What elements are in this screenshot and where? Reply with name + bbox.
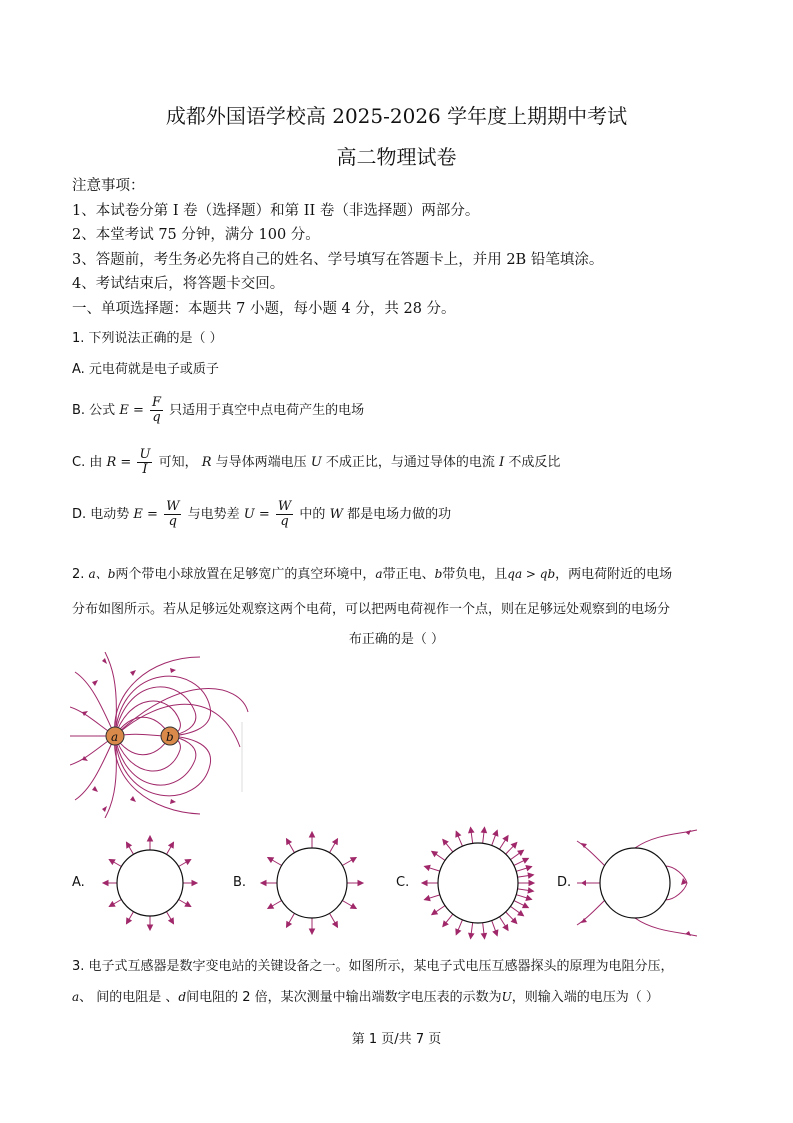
field-arrow xyxy=(310,929,315,934)
q1-d-fraction xyxy=(164,500,181,529)
field-arrow xyxy=(493,830,498,836)
q1-c-text: 可知， xyxy=(158,455,198,470)
field-arrow xyxy=(523,903,529,907)
q2-field-figure xyxy=(70,652,250,818)
q3-text: 间电阻的 2 倍，某次测量中输出端数字电压表的示数为 xyxy=(186,990,502,1005)
q1-option-c: C. 由 R = $\frac{U}{I}$ 可知， R 与导体两端电压 U 不成正比，与通过导体的电流 I 不成反比 xyxy=(72,447,561,477)
field-arrow xyxy=(456,929,461,935)
q2-option-b-label: B. xyxy=(233,875,247,890)
q3-line2 xyxy=(72,986,659,1005)
q2-ab: a、b xyxy=(88,567,116,581)
q1-c-num: U xyxy=(139,447,151,462)
q2-a: a xyxy=(375,567,383,581)
q2-text: ，两电荷附近的电场 xyxy=(555,567,673,582)
field-arrow xyxy=(481,827,486,832)
q1-option-a: A. 元电荷就是电子或质子 xyxy=(72,362,219,377)
field-arrow xyxy=(109,860,115,865)
field-arrow xyxy=(148,836,153,841)
field-arrow xyxy=(310,832,315,837)
field-arrow xyxy=(103,881,108,886)
q1-c-r: R xyxy=(201,455,212,470)
q3-d: d xyxy=(178,990,187,1004)
q1-d-text: 与电势差 xyxy=(187,507,240,522)
field-arrow xyxy=(481,933,486,938)
note-item: 2、本堂考试 75 分钟，满分 100 分。 xyxy=(72,227,320,243)
q2-text: 带负电，且 xyxy=(442,567,508,582)
field-arrow xyxy=(351,858,357,863)
q2-line2: 分布如图所示。若从足够远处观察这两个电荷，可以把两电荷视作一个点，则在足够远处观察到的电场分 xyxy=(72,602,671,617)
q3-u: U xyxy=(501,990,512,1004)
field-arrow xyxy=(529,881,534,886)
field-arrow xyxy=(432,910,438,915)
q3-text: 、 间的电阻是 、 xyxy=(79,990,179,1005)
q1-c-i: I xyxy=(499,455,505,470)
q1-c-text: 与导体两端电压 xyxy=(215,455,307,470)
q2-option-a-label: A. xyxy=(72,875,85,890)
field-arrow xyxy=(518,850,524,855)
q1-b-fraction xyxy=(150,396,163,425)
q1-c-var: R xyxy=(106,455,117,470)
q1-stem: 1. 下列说法正确的是（ ） xyxy=(72,331,223,346)
page-footer: 第 1 页/共 7 页 xyxy=(351,1032,442,1047)
field-arrow xyxy=(358,881,363,886)
field-lines xyxy=(70,652,248,818)
field-arrow xyxy=(518,911,524,916)
field-arrow xyxy=(432,851,438,856)
q3-text: ，则输入端的电压为（ ） xyxy=(511,990,659,1005)
field-arrow xyxy=(526,866,532,871)
field-arrow xyxy=(148,925,153,930)
field-arrow xyxy=(268,858,274,863)
exam-title: 成都外国语学校高 2025-2026 学年度上期期中考试 xyxy=(165,104,628,128)
q1-option-d: D. 电动势 E = $\frac{W}{q}$ 与电势差 U = $\frac{W}{q}$ 中的 W 都是电场力做的功 xyxy=(72,499,452,529)
charge-b-label: b xyxy=(166,730,174,744)
field-arrow xyxy=(169,918,174,924)
q1-d-num: W xyxy=(277,499,292,514)
q2-option-b-diagram xyxy=(252,826,372,940)
field-arrow xyxy=(192,881,197,886)
q1-b-suffix: 只适用于真空中点电荷产生的电场 xyxy=(169,403,365,418)
q1-d-var: E xyxy=(133,507,143,522)
field-arrow xyxy=(127,842,132,848)
q1-c-text: 不成反比 xyxy=(508,455,561,470)
field-arrow xyxy=(503,925,508,931)
note-item: 1、本试卷分第 I 卷（选择题）和第 II 卷（非选择题）两部分。 xyxy=(72,203,480,219)
field-arrow xyxy=(422,881,427,886)
q1-option-b: B. 公式 E = $\frac{F}{q}$ 只适用于真空中点电荷产生的电场 xyxy=(72,395,365,425)
q2-option-d-label: D. xyxy=(557,875,572,890)
field-arrow xyxy=(425,896,431,901)
exam-subtitle: 高二物理试卷 xyxy=(336,145,457,169)
field-arrow xyxy=(261,881,266,886)
q2-line1 xyxy=(72,563,672,582)
field-arrow xyxy=(333,839,338,845)
q1-d-text: 都是电场力做的功 xyxy=(347,507,452,522)
q2-option-c-diagram xyxy=(410,826,550,940)
q2-option-a-diagram xyxy=(90,826,210,940)
q3-a: a xyxy=(72,990,80,1004)
q2-number: 2. xyxy=(72,567,85,582)
q1-b-prefix: B. 公式 xyxy=(72,403,116,418)
field-arrow xyxy=(287,922,292,928)
q2-inequality: qa > qb xyxy=(507,567,556,581)
field-arrow xyxy=(469,933,474,938)
q2-text: 带正电、 xyxy=(382,567,435,582)
q1-d-num: W xyxy=(166,499,180,514)
q1-c-text: 不成正比，与通过导体的电流 xyxy=(325,455,495,470)
field-arrow xyxy=(185,860,191,865)
field-arrow xyxy=(528,873,533,878)
q1-d-prefix: D. 电动势 xyxy=(72,507,130,522)
field-arrow xyxy=(469,827,474,832)
field-arrow xyxy=(268,904,274,909)
field-arrow xyxy=(528,888,533,893)
note-item: 4、考试结束后，将答题卡交回。 xyxy=(72,276,285,292)
q1-d-fraction xyxy=(276,500,293,529)
q2-option-d-diagram xyxy=(575,826,705,940)
field-arrow xyxy=(127,918,132,924)
q2-text: 两个带电小球放置在足够宽广的真空环境中， xyxy=(115,567,376,582)
q1-c-prefix: C. 由 xyxy=(72,455,103,470)
q1-d-den: q xyxy=(280,514,289,529)
q2-line3: 布正确的是（ ） xyxy=(348,632,445,647)
field-arrow xyxy=(456,831,461,837)
charge-a-label: a xyxy=(111,730,119,744)
field-arrow xyxy=(493,930,498,936)
field-arrow xyxy=(425,865,431,870)
field-arrow xyxy=(351,904,357,909)
q1-d-den: q xyxy=(168,514,177,529)
q2-b: b xyxy=(434,567,443,581)
field-arrow xyxy=(287,839,292,845)
field-arrow xyxy=(333,922,338,928)
notes-heading: 注意事项： xyxy=(72,178,145,194)
field-arrow xyxy=(169,842,174,848)
note-item: 3、答题前，考生务必先将自己的姓名、学号填写在答题卡上，并用 2B 铅笔填涂。 xyxy=(72,252,604,268)
q1-b-var: E xyxy=(119,403,129,418)
q1-d-text: 中的 xyxy=(299,507,326,522)
q1-c-fraction xyxy=(137,448,152,477)
q1-b-den: q xyxy=(152,410,161,425)
q1-b-num: F xyxy=(152,395,162,410)
q1-c-den: I xyxy=(142,462,148,477)
q3-line1: 3. 电子式互感器是数字变电站的关键设备之一。如图所示，某电子式电压互感器探头的原理为电阻分压， xyxy=(72,959,674,974)
section-heading: 一、单项选择题：本题共 7 小题，每小题 4 分，共 28 分。 xyxy=(72,301,456,317)
q2-option-c-label: C. xyxy=(396,875,410,890)
field-arrow xyxy=(503,836,508,842)
field-arrow xyxy=(526,896,532,901)
field-arrow xyxy=(185,902,191,907)
field-arrow xyxy=(109,902,115,907)
q1-c-u: U xyxy=(310,455,322,470)
field-arrow xyxy=(523,858,529,862)
q1-d-var: U xyxy=(243,507,255,522)
q1-d-w: W xyxy=(329,507,343,522)
